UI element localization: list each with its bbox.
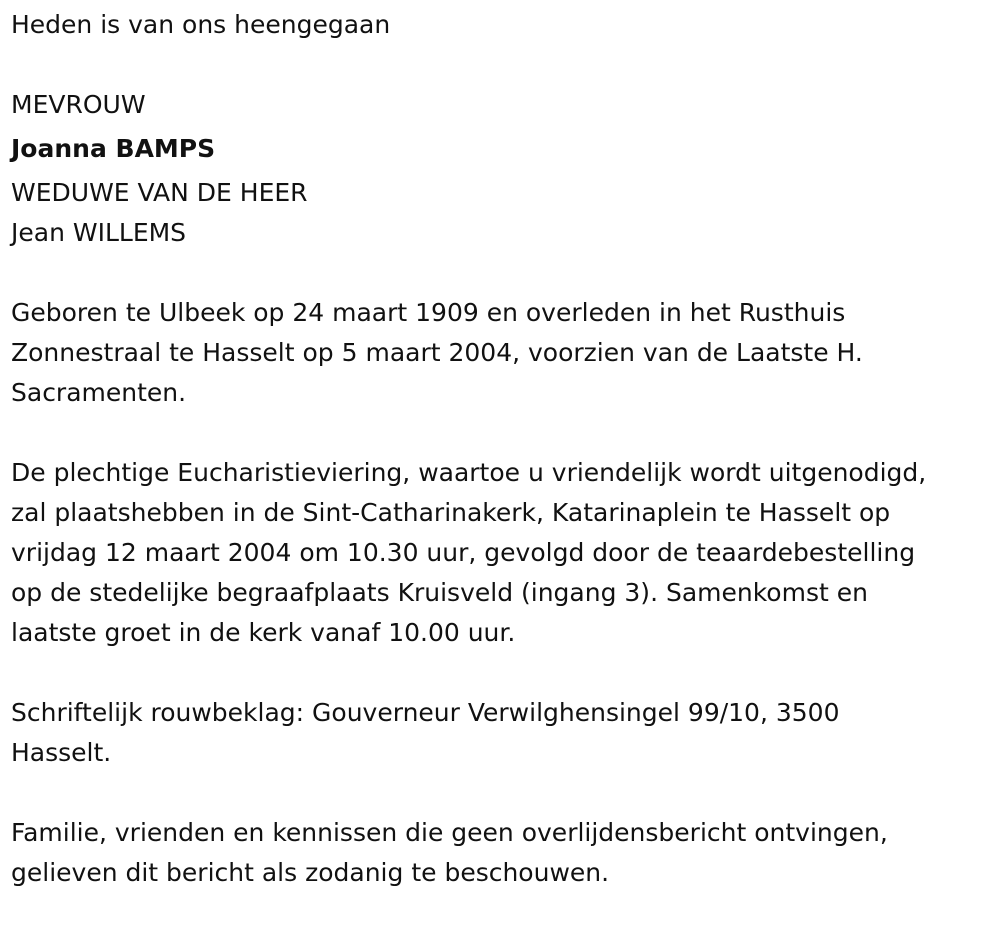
paragraph-line: gelieven dit bericht als zodanig te beschouwen. [11, 858, 610, 887]
birth-death-paragraph [11, 293, 996, 413]
spacer [11, 773, 996, 813]
spacer [11, 413, 996, 453]
paragraph-line: Zonnestraal te Hasselt op 5 maart 2004, voorzien van de Laatste H. [11, 338, 863, 367]
paragraph-line: zal plaatshebben in de Sint-Catharinakerk, Katarinaplein te Hasselt op [11, 498, 891, 527]
spacer [11, 253, 996, 293]
paragraph-line: Geboren te Ulbeek op 24 maart 1909 en overleden in het Rusthuis [11, 298, 846, 327]
deceased-name: Joanna BAMPS [11, 134, 216, 163]
paragraph-line: Familie, vrienden en kennissen die geen overlijdensbericht ontvingen, [11, 818, 888, 847]
condolences-paragraph [11, 693, 996, 773]
paragraph-line: Sacramenten. [11, 378, 187, 407]
intro-text: Heden is van ons heengegaan [11, 10, 391, 39]
paragraph-line: laatste groet in de kerk vanaf 10.00 uur. [11, 618, 516, 647]
paragraph-line: Schriftelijk rouwbeklag: Gouverneur Verwilghensingel 99/10, 3500 [11, 698, 840, 727]
paragraph-line: Hasselt. [11, 738, 112, 767]
spacer [11, 45, 996, 85]
paragraph-line: op de stedelijke begraafplaats Kruisveld (ingang 3). Samenkomst en [11, 578, 868, 607]
paragraph-line: De plechtige Eucharistieviering, waartoe u vriendelijk wordt uitgenodigd, [11, 458, 927, 487]
spouse-name: Jean WILLEMS [11, 218, 187, 247]
honorific-title: MEVROUW [11, 90, 146, 119]
obituary-notice [11, 5, 996, 893]
widow-of-label: WEDUWE VAN DE HEER [11, 178, 308, 207]
paragraph-line: vrijdag 12 maart 2004 om 10.30 uur, gevolgd door de teaardebestelling [11, 538, 916, 567]
spacer [11, 653, 996, 693]
ceremony-paragraph [11, 453, 996, 653]
notice-paragraph [11, 813, 996, 893]
